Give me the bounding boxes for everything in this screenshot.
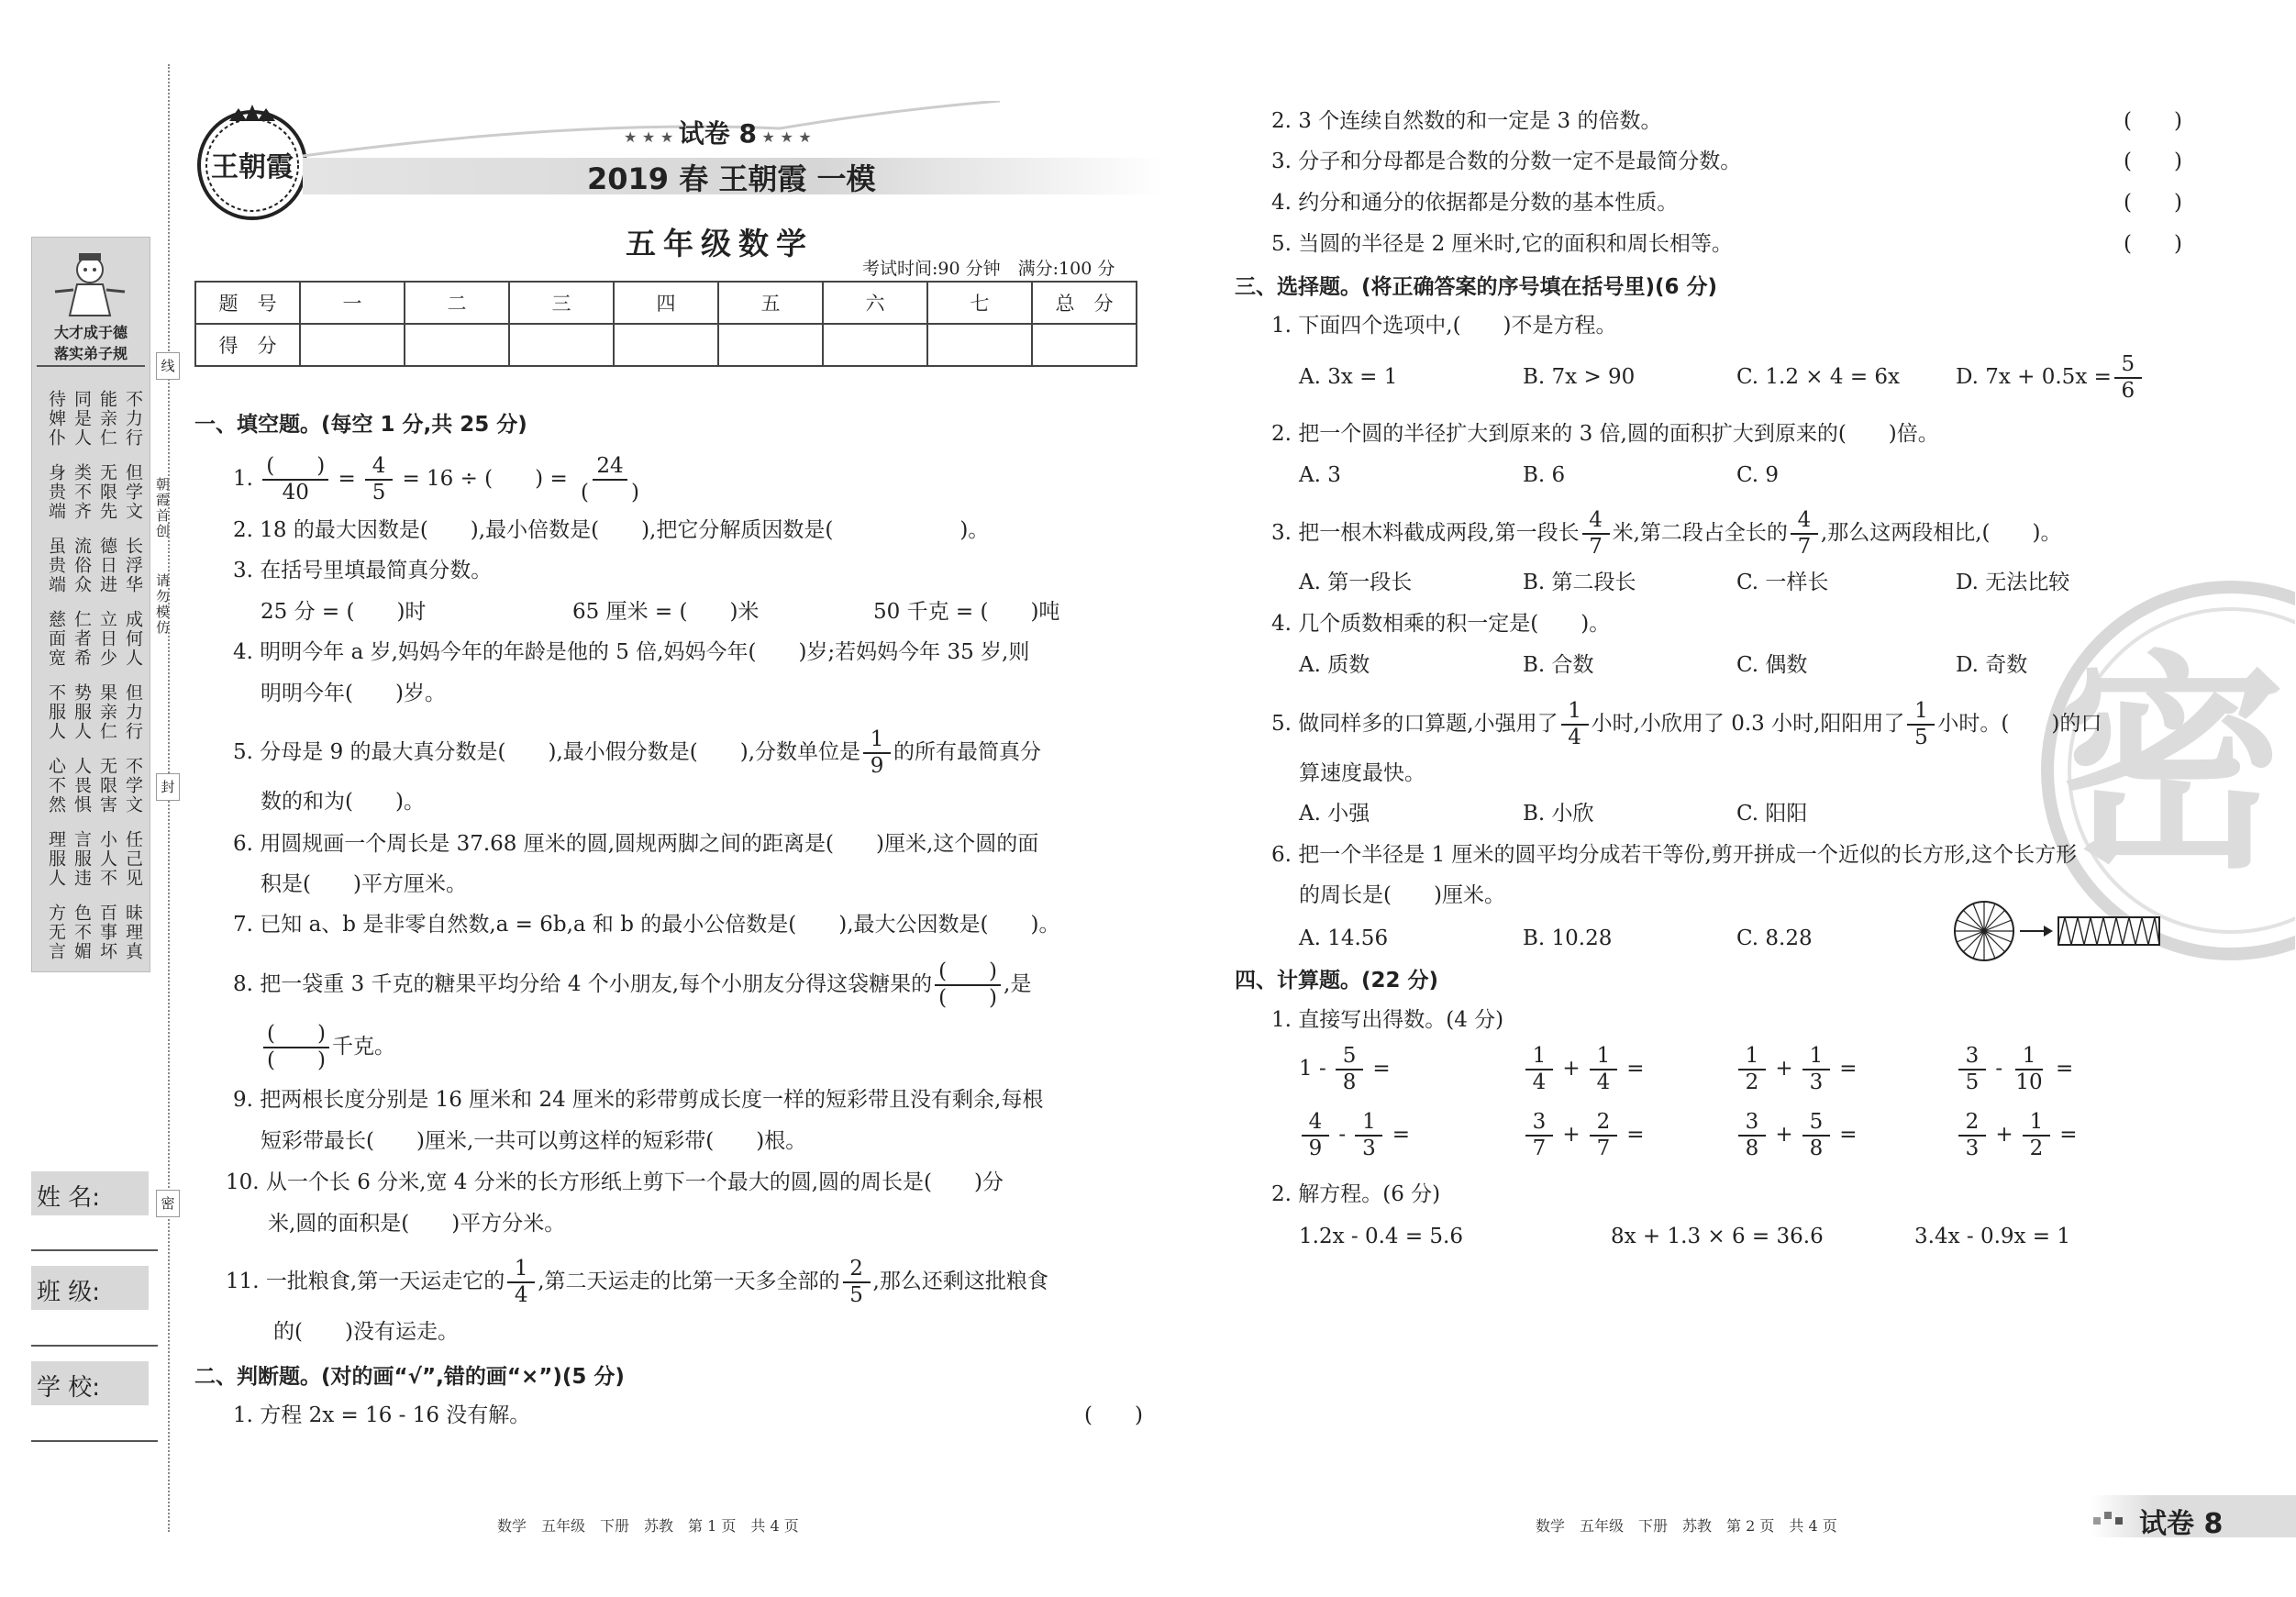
judge-2: 2. 3 个连续自然数的和一定是 3 的倍数。 [1271, 109, 1662, 133]
fraction: $\frac{3}{7}$ [1525, 1112, 1553, 1159]
logo-text: 王朝霞 [211, 151, 294, 183]
equals-sign: = [2059, 1123, 2078, 1147]
score-header-cell: 二 [405, 282, 509, 324]
score-header-cell: 三 [509, 282, 614, 324]
choice-3-option-c[interactable]: C. 一样长 [1736, 571, 1829, 594]
circle-to-rectangle-figure [1952, 899, 2165, 963]
fraction: $\frac{5}{8}$ [1336, 1046, 1363, 1093]
choice-2: 2. 把一个圆的半径扩大到原来的 3 倍,圆的面积扩大到原来的( )倍。 [1271, 422, 1939, 446]
question-3: 3. 在括号里填最简真分数。 [233, 559, 493, 582]
choice-4-option-c[interactable]: C. 偶数 [1736, 653, 1808, 677]
calc-2-title: 2. 解方程。(6 分) [1271, 1182, 1441, 1206]
poem-column: 慈面宽 [46, 610, 66, 668]
poem-column: 人畏惧 [72, 757, 92, 815]
fraction: $\frac{4}{7}$ [1582, 510, 1610, 558]
fraction: $\frac{1}{9}$ [863, 729, 891, 777]
score-header-cell: 一 [300, 282, 405, 324]
calc-row-1 [1299, 1046, 2124, 1104]
choice-6-line2: 的周长是( )厘米。 [1299, 883, 1505, 907]
score-header-label: 题 号 [195, 282, 300, 324]
poem-column: 虽贵端 [46, 537, 66, 594]
choice-5-option-b[interactable]: B. 小欣 [1523, 802, 1594, 826]
whole-term: 1 - [1299, 1057, 1326, 1081]
score-input-cell[interactable] [614, 324, 718, 366]
c3-post: ,那么这两段相比,( )。 [1820, 521, 2062, 545]
mental-math-item [1299, 1046, 1391, 1093]
poem-column: 不服人 [46, 683, 66, 741]
question-1 [233, 456, 646, 504]
corner-paper-label: 试卷 8 [2139, 1508, 2224, 1540]
q1-prefix: 1. [233, 467, 253, 491]
score-input-cell[interactable] [405, 324, 509, 366]
corner-squares [2093, 1506, 2130, 1526]
stamp-char: 密 [2057, 632, 2286, 899]
school-label: 学 校: [37, 1374, 101, 1402]
poem-column: 方无言 [46, 904, 66, 961]
equals-sign: = [1392, 1123, 1410, 1147]
q1-middle: = 16 ÷ ( ) = [402, 467, 568, 491]
fraction: $\frac{2}{7}$ [1590, 1112, 1617, 1159]
judge-2-answer[interactable]: ( ) [2124, 109, 2182, 133]
equation-1: 1.2x - 0.4 = 5.6 [1299, 1225, 1463, 1248]
cut-mark-line: 线 [156, 352, 180, 380]
question-7: 7. 已知 a、b 是非零自然数,a = 6b,a 和 b 的最小公倍数是( ),最大公因数是( )。 [233, 913, 1060, 937]
fraction: $\frac{3}{5}$ [1958, 1046, 1986, 1093]
judge-3-answer[interactable]: ( ) [2124, 150, 2182, 173]
q11-pre: 11. 一批粮食,第一天运走它的 [226, 1270, 505, 1293]
score-header-row [195, 282, 1137, 324]
choice-2-option-b[interactable]: B. 6 [1523, 463, 1566, 487]
question-8-line2 [261, 1024, 395, 1071]
fraction: $\frac{5}{6}$ [2114, 354, 2142, 402]
disciple-rules-poem [40, 374, 143, 961]
poem-column: 德日进 [97, 537, 117, 594]
c5-pre: 5. 做同样多的口算题,小强用了 [1271, 712, 1558, 736]
fraction: $\frac{24}{( )}$ [581, 454, 639, 505]
question-3b: 65 厘米 = ( )米 [572, 600, 760, 624]
fraction: $\frac{3}{8}$ [1738, 1112, 1766, 1159]
fraction: $\frac{1}{2}$ [1738, 1046, 1766, 1093]
q8-pre: 8. 把一袋重 3 千克的糖果平均分给 4 个小朋友,每个小朋友分得这袋糖果的 [233, 972, 933, 996]
poem-column: 无限害 [97, 757, 117, 815]
question-11 [226, 1259, 1048, 1306]
poem-column: 待婢仆 [46, 390, 66, 448]
mental-math-item [1956, 1046, 2073, 1093]
fraction: $\frac{( )}{( )}$ [935, 961, 1001, 1009]
fraction: $\frac{( )}{40}$ [262, 456, 328, 504]
fraction: $\frac{4}{7}$ [1791, 510, 1818, 558]
mental-math-item [1736, 1046, 1858, 1093]
poem-column: 能亲仁 [97, 390, 117, 448]
choice-5-option-c[interactable]: C. 阳阳 [1736, 802, 1808, 826]
poem-column: 但学文 [123, 463, 143, 521]
q8b-post: 千克。 [331, 1035, 395, 1059]
exam-title: 2019 春 王朝霞 一模 [587, 161, 876, 196]
operator: + [1995, 1123, 2013, 1147]
score-row-label: 得 分 [195, 324, 300, 366]
score-input-cell[interactable] [823, 324, 927, 366]
operator: + [1775, 1057, 1793, 1081]
judge-5-answer[interactable]: ( ) [2124, 232, 2182, 256]
poem-column: 百事坏 [97, 904, 117, 961]
question-3c: 50 千克 = ( )吨 [873, 600, 1060, 624]
choice-1-option-b[interactable]: B. 7x > 90 [1523, 365, 1636, 389]
choice-5-option-a[interactable]: A. 小强 [1299, 802, 1370, 826]
calc-1-title: 1. 直接写出得数。(4 分) [1271, 1008, 1504, 1032]
poem-column: 色不媚 [72, 904, 92, 961]
poem-column: 任己见 [123, 830, 143, 888]
poem-column: 无限先 [97, 463, 117, 521]
poem-column: 理服人 [46, 830, 66, 888]
paper-label-text: 试卷 8 [678, 118, 757, 149]
choice-1-option-d[interactable] [1956, 354, 2145, 402]
question-2: 2. 18 的最大因数是( ),最小倍数是( ),把它分解质因数是( )。 [233, 518, 990, 542]
judge-1-answer[interactable]: ( ) [1084, 1403, 1143, 1427]
poem-column: 果亲仁 [97, 683, 117, 741]
choice-1: 1. 下面四个选项中,( )不是方程。 [1271, 314, 1617, 338]
operator: + [1562, 1123, 1581, 1147]
logo-badge [193, 103, 312, 222]
poem-column: 昧理真 [123, 904, 143, 961]
question-8 [233, 961, 1031, 1009]
score-header-cell: 五 [718, 282, 823, 324]
choice-2-option-a[interactable]: A. 3 [1299, 463, 1341, 487]
mental-math-item [1736, 1112, 1858, 1159]
scholar-illustration [46, 246, 134, 319]
choice-6-line1: 6. 把一个半径是 1 厘米的圆平均分成若干等份,剪开拼成一个近似的长方形,这个长方形 [1271, 843, 2078, 867]
fraction: $\frac{1}{10}$ [2015, 1044, 2043, 1094]
choice-5-line2: 算速度最快。 [1299, 761, 1425, 785]
fraction: $\frac{2}{3}$ [1958, 1112, 1986, 1159]
fraction: $\frac{1}{4}$ [507, 1259, 535, 1306]
equals-sign: = [1626, 1057, 1645, 1081]
question-6-line1: 6. 用圆规画一个周长是 37.68 厘米的圆,圆规两脚之间的距离是( )厘米,这个圆的面 [233, 832, 1039, 856]
fraction: $\frac{1}{5}$ [1907, 701, 1935, 749]
mental-math-item [1523, 1112, 1645, 1159]
score-table [194, 281, 1137, 367]
choice-4: 4. 几个质数相乘的积一定是( )。 [1271, 612, 1611, 636]
subject-title: 五年级数学 [626, 226, 814, 261]
equals-sign: = [1626, 1123, 1645, 1147]
c5-mid: 小时,小欣用了 0.3 小时,阳阳用了 [1591, 712, 1905, 736]
question-10-line1: 10. 从一个长 6 分米,宽 4 分米的长方形纸上剪下一个最大的圆,圆的周长是( )分 [226, 1170, 1004, 1194]
section-choice-title: 三、选择题。(将正确答案的序号填在括号里)(6 分) [1235, 275, 1718, 299]
score-header-cell: 四 [614, 282, 718, 324]
question-3a: 25 分 = ( )时 [261, 600, 427, 624]
equals-sign: = [1839, 1057, 1858, 1081]
fraction: $\frac{1}{4}$ [1590, 1046, 1617, 1093]
operator: - [1995, 1057, 2003, 1081]
choice-4-option-b[interactable]: B. 合数 [1523, 653, 1594, 677]
footer-right: 数学 五年级 下册 苏教 第 2 页 共 4 页 [1536, 1517, 1837, 1535]
score-value-row [195, 324, 1137, 366]
poem-column: 小人不 [97, 830, 117, 888]
poem-column: 不学文 [123, 757, 143, 815]
question-9-line1: 9. 把两根长度分别是 16 厘米和 24 厘米的彩带剪成长度一样的短彩带且没有剩余,每根 [233, 1088, 1044, 1112]
name-label: 姓 名: [37, 1184, 101, 1212]
motto-divider [37, 365, 145, 367]
paper-label [624, 114, 812, 150]
equals-sign: = [2056, 1057, 2074, 1081]
c3-pre: 3. 把一根木料截成两段,第一段长 [1271, 521, 1580, 545]
equals-sign: = [1839, 1123, 1858, 1147]
c3-mid: 米,第二段占全长的 [1612, 521, 1788, 545]
choice-6-option-c[interactable]: C. 8.28 [1736, 926, 1813, 950]
calc-row-2 [1299, 1112, 2124, 1170]
fraction: $\frac{4}{5}$ [365, 456, 393, 504]
choice-3 [1271, 510, 2061, 558]
choice-6-option-a[interactable]: A. 14.56 [1299, 926, 1389, 950]
score-input-cell[interactable] [509, 324, 614, 366]
class-field[interactable] [31, 1345, 158, 1347]
choice-1-option-c[interactable]: C. 1.2 × 4 = 6x [1736, 365, 1901, 389]
question-5 [233, 729, 1041, 777]
mental-math-item [1299, 1112, 1410, 1159]
q5-pre: 5. 分母是 9 的最大真分数是( ),最小假分数是( ),分数单位是 [233, 740, 861, 764]
fraction: $\frac{5}{8}$ [1802, 1112, 1830, 1159]
choice-2-option-c[interactable]: C. 9 [1736, 463, 1780, 487]
judge-3: 3. 分子和分母都是合数的分数一定不是最简分数。 [1271, 150, 1742, 173]
choice-3-option-a[interactable]: A. 第一段长 [1299, 571, 1413, 594]
motto-line2: 落实弟子规 [53, 345, 128, 362]
operator: - [1338, 1123, 1347, 1147]
poem-column: 立日少 [97, 610, 117, 668]
choice-4-option-d[interactable]: D. 奇数 [1956, 653, 2028, 677]
motto-line1: 大才成于德 [53, 324, 128, 341]
section-fill-blanks-title: 一、填空题。(每空 1 分,共 25 分) [194, 413, 527, 437]
q5-post: 的所有最简真分 [893, 740, 1042, 764]
equals-sign: = [1372, 1057, 1391, 1081]
section-calculation-title: 四、计算题。(22 分) [1235, 969, 1439, 993]
operator: + [1775, 1123, 1793, 1147]
poem-column: 势服人 [72, 683, 92, 741]
question-4-line2: 明明今年( )岁。 [261, 682, 446, 705]
choice-3-option-d[interactable]: D. 无法比较 [1956, 571, 2070, 594]
score-input-cell[interactable] [718, 324, 823, 366]
judge-4: 4. 约分和通分的依据都是分数的基本性质。 [1271, 191, 1679, 215]
judge-5: 5. 当圆的半径是 2 厘米时,它的面积和周长相等。 [1271, 232, 1733, 256]
class-label: 班 级: [37, 1279, 101, 1306]
poem-column: 心不然 [46, 757, 66, 815]
star-deco-left: ★ ★ ★ [624, 128, 679, 146]
poem-column: 言服违 [72, 830, 92, 888]
poem-column: 同是人 [72, 390, 92, 448]
question-11-line2: 的( )没有运走。 [273, 1320, 459, 1344]
sidebar-side-note-1: 朝霞首创 [154, 477, 171, 539]
choice-6-option-b[interactable]: B. 10.28 [1523, 926, 1613, 950]
cut-mark-secret: 密 [156, 1190, 180, 1217]
poem-column: 流俗众 [72, 537, 92, 594]
mental-math-item [1523, 1046, 1645, 1093]
question-10-line2: 米,圆的面积是( )平方分米。 [268, 1212, 566, 1236]
fraction: $\frac{1}{4}$ [1561, 701, 1589, 749]
fraction: $\frac{4}{9}$ [1302, 1112, 1329, 1159]
sidebar-side-note-2: 请勿模仿 [154, 573, 171, 636]
poem-column: 但力行 [123, 683, 143, 741]
score-header-cell: 总 分 [1032, 282, 1137, 324]
equation-2: 8x + 1.3 × 6 = 36.6 [1611, 1225, 1824, 1248]
mental-math-item [1956, 1112, 2078, 1159]
choice-4-option-a[interactable]: A. 质数 [1299, 653, 1370, 677]
footer-left: 数学 五年级 下册 苏教 第 1 页 共 4 页 [497, 1517, 799, 1535]
q11-mid: ,第二天运走的比第一天多全部的 [538, 1270, 840, 1293]
c5-post: 小时。( )的口 [1937, 712, 2102, 736]
choice-3-option-b[interactable]: B. 第二段长 [1523, 571, 1636, 594]
option-d-text: D. 7x + 0.5x = [1956, 365, 2112, 389]
poem-column: 成何人 [123, 610, 143, 668]
equation-3: 3.4x - 0.9x = 1 [1914, 1225, 2071, 1248]
score-input-cell[interactable] [300, 324, 405, 366]
fraction: $\frac{1}{3}$ [1802, 1046, 1830, 1093]
cut-mark-seal: 封 [156, 773, 180, 801]
fraction: $\frac{2}{5}$ [843, 1259, 871, 1306]
poem-column: 类不齐 [72, 463, 92, 521]
operator: + [1562, 1057, 1581, 1081]
poem-column: 仁者希 [72, 610, 92, 668]
poem-column: 不力行 [123, 390, 143, 448]
fraction: $\frac{1}{2}$ [2023, 1112, 2050, 1159]
fraction: $\frac{( )}{( )}$ [263, 1024, 329, 1071]
judge-4-answer[interactable]: ( ) [2124, 191, 2182, 215]
question-5-line2: 数的和为( )。 [261, 790, 425, 814]
choice-1-option-a[interactable]: A. 3x = 1 [1299, 365, 1398, 389]
score-input-cell[interactable] [1032, 324, 1137, 366]
score-header-cell: 六 [823, 282, 927, 324]
school-field[interactable] [31, 1440, 158, 1442]
choice-5 [1271, 701, 2102, 749]
exam-info: 考试时间:90 分钟 满分:100 分 [862, 259, 1115, 279]
fraction: $\frac{1}{4}$ [1525, 1046, 1553, 1093]
section-true-false-title: 二、判断题。(对的画“√”,错的画“×”)(5 分) [194, 1365, 625, 1389]
q1-equals: = [338, 467, 356, 491]
q8-post: ,是 [1004, 972, 1032, 996]
q11-post: ,那么还剩这批粮食 [872, 1270, 1048, 1293]
name-field[interactable] [31, 1249, 158, 1251]
judge-1: 1. 方程 2x = 16 - 16 没有解。 [233, 1403, 531, 1427]
question-9-line2: 短彩带最长( )厘米,一共可以剪这样的短彩带( )根。 [261, 1129, 807, 1153]
fraction: $\frac{1}{3}$ [1355, 1112, 1382, 1159]
question-6-line2: 积是( )平方厘米。 [261, 872, 467, 896]
star-deco-right: ★ ★ ★ [756, 128, 812, 146]
question-4-line1: 4. 明明今年 a 岁,妈妈今年的年龄是他的 5 倍,妈妈今年( )岁;若妈妈今年 35 岁,则 [233, 640, 1030, 664]
poem-column: 身贵端 [46, 463, 66, 521]
score-input-cell[interactable] [927, 324, 1032, 366]
score-header-cell: 七 [927, 282, 1032, 324]
poem-column: 长浮华 [123, 537, 143, 594]
